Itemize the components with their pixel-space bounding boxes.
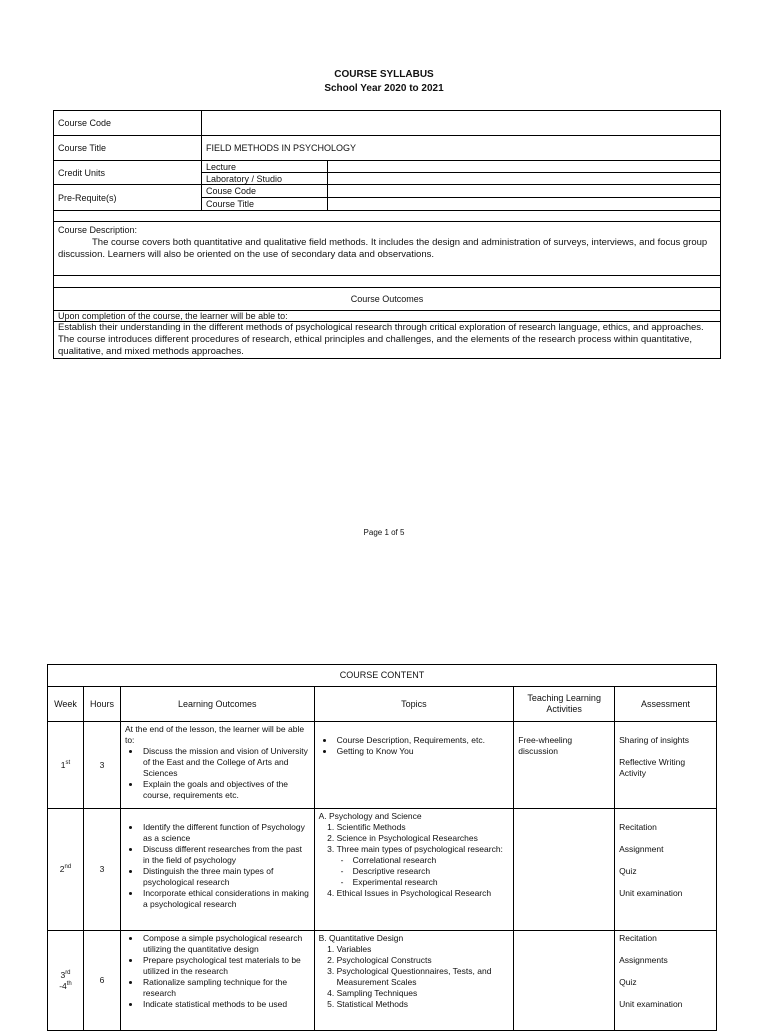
course-description-text: The course covers both quantitative and qualitative field methods. It includes the design and administration of surveys, interviews, and focus group discussion. Learners will also be oriented on the use of secondary data and observations. <box>58 237 708 260</box>
topics-cell: A. Psychology and Science 1. Scientific Methods 2. Science in Psychological Researches 3. Three main types of psychological research: - Correlational research - Descriptive research - Experimental research 4. Ethical Issues in Psychological Research <box>314 809 514 931</box>
course-description-label: Course Description: <box>58 225 138 235</box>
list-item: • Rationalize sampling technique for the research <box>141 977 310 999</box>
prerequisite-title-label: Course Title <box>202 198 328 211</box>
course-title-value: FIELD METHODS IN PSYCHOLOGY <box>202 136 721 161</box>
list-item: 1. Variables <box>337 944 510 955</box>
laboratory-label: Laboratory / Studio <box>202 173 328 185</box>
list-item: • Explain the goals and objectives of the course, requirements etc. <box>141 779 310 801</box>
assessment-cell: Recitation Assignments Quiz Unit examination <box>615 931 717 1031</box>
list-item: • Compose a simple psychological research utilizing the quantitative design <box>141 933 310 955</box>
list-item: 2. Science in Psychological Researches <box>337 833 510 844</box>
course-outcomes-intro: Upon completion of the course, the learner will be able to: <box>54 311 721 322</box>
list-item: • Indicate statistical methods to be used <box>141 999 310 1010</box>
list-item: • Incorporate ethical considerations in making a psychological research <box>141 888 310 910</box>
list-item: • Course Description, Requirements, etc. <box>335 735 510 746</box>
list-item: - Descriptive research <box>353 866 510 877</box>
topics-header: Topics <box>314 687 514 722</box>
learning-outcomes-cell: At the end of the lesson, the learner will be able to: • Discuss the mission and vision of University of the East and the College of Arts and Sciences • Explain the goals and objectives of the course, requirements etc. <box>120 722 314 809</box>
hours-header: Hours <box>83 687 120 722</box>
page-number: Page 1 of 5 <box>363 528 405 537</box>
course-outcomes-header: Course Outcomes <box>54 288 721 311</box>
assessment-cell: Sharing of insights Reflective Writing Activity <box>615 722 717 809</box>
laboratory-value <box>328 173 721 185</box>
list-item: • Distinguish the three main types of psychological research <box>141 866 310 888</box>
lecture-value <box>328 161 721 173</box>
prerequisite-label: Pre-Requite(s) <box>54 185 202 211</box>
course-outcomes-text: Establish their understanding in the different methods of psychological research through critical exploration of research language, ethics, and approaches. The course introduces different procedures of research, ethical principles and challenges, and the elements of the research process within quantitative, qualitative, and mixed methods approaches. <box>54 322 721 359</box>
week-cell: 3rd -4th <box>48 931 84 1031</box>
list-item: 4. Sampling Techniques <box>337 988 510 999</box>
list-item: 1. Scientific Methods <box>337 822 510 833</box>
course-code-value <box>202 111 721 136</box>
list-item: • Discuss the mission and vision of University of the East and the College of Arts and Sciences <box>141 746 310 779</box>
table-row <box>48 722 717 809</box>
prerequisite-code-value <box>328 185 721 198</box>
learning-outcomes-cell <box>120 931 314 1031</box>
course-code-label: Course Code <box>54 111 202 136</box>
course-description-cell <box>54 222 721 276</box>
list-item: - Experimental research <box>353 877 510 888</box>
assessment-header: Assessment <box>615 687 717 722</box>
prerequisite-code-label: Couse Code <box>202 185 328 198</box>
list-item: - Correlational research <box>353 855 510 866</box>
activity-cell: Free-wheeling discussion <box>514 722 615 809</box>
list-item: • Identify the different function of Psychology as a science <box>141 822 310 844</box>
spacer-row <box>54 211 721 222</box>
credit-units-label: Credit Units <box>54 161 202 185</box>
list-item: • Getting to Know You <box>335 746 510 757</box>
week-cell: 2nd <box>48 809 84 931</box>
list-item: • Prepare psychological test materials to be utilized in the research <box>141 955 310 977</box>
list-item: 3. Psychological Questionnaires, Tests, and Measurement Scales <box>337 966 510 988</box>
course-content-table <box>47 664 717 1031</box>
school-year: School Year 2020 to 2021 <box>324 83 444 94</box>
hours-cell: 3 <box>83 722 120 809</box>
course-content-title: COURSE CONTENT <box>48 665 717 687</box>
topics-cell: B. Quantitative Design 1. Variables 2. Psychological Constructs 3. Psychological Questionnaires, Tests, and Measurement Scales 4. Sampling Techniques 5. Statistical Methods <box>314 931 514 1031</box>
prerequisite-title-value <box>328 198 721 211</box>
document-title: COURSE SYLLABUS <box>334 69 434 80</box>
assessment-cell: Recitation Assignment Quiz Unit examination <box>615 809 717 931</box>
week-cell: 1st <box>48 722 84 809</box>
list-item: 4. Ethical Issues in Psychological Research <box>337 888 510 899</box>
hours-cell: 3 <box>83 809 120 931</box>
activities-header: Teaching Learning Activities <box>514 687 615 722</box>
course-title-label: Course Title <box>54 136 202 161</box>
activity-cell <box>514 931 615 1031</box>
list-item: 5. Statistical Methods <box>337 999 510 1010</box>
table-row <box>48 809 717 931</box>
list-item: • Discuss different researches from the past in the field of psychology <box>141 844 310 866</box>
spacer-row <box>54 276 721 288</box>
lecture-label: Lecture <box>202 161 328 173</box>
hours-cell: 6 <box>83 931 120 1031</box>
week-header: Week <box>48 687 84 722</box>
list-item: 2. Psychological Constructs <box>337 955 510 966</box>
activity-cell <box>514 809 615 931</box>
list-item: 3. Three main types of psychological research: - Correlational research - Descriptive research - Experimental research <box>337 844 510 888</box>
table-row <box>48 931 717 1031</box>
learning-outcomes-cell <box>120 809 314 931</box>
topics-cell <box>314 722 514 809</box>
course-info-table <box>53 110 721 359</box>
learning-outcomes-header: Learning Outcomes <box>120 687 314 722</box>
